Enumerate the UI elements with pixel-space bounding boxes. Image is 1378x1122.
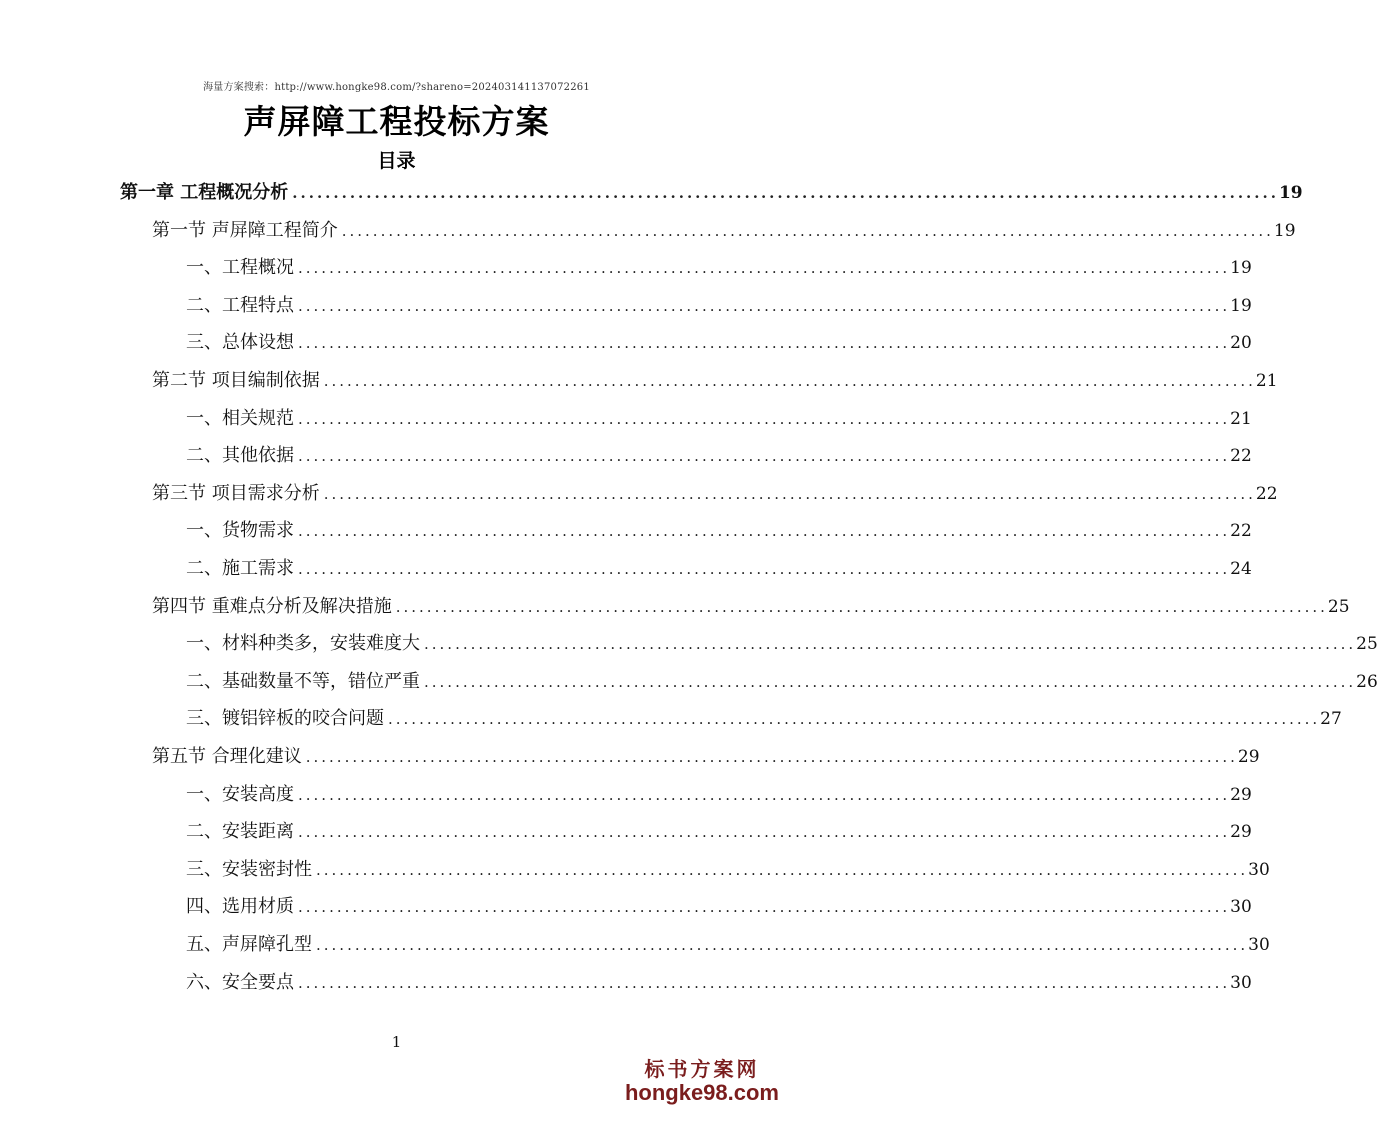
toc-entry[interactable] (186, 253, 1252, 283)
toc-leader-dots: ........................................................................................................................ (424, 672, 1357, 691)
toc-entry[interactable] (152, 216, 1296, 246)
toc-entry-page: 25 (1356, 634, 1378, 655)
toc-leader-dots: ........................................................................................................................ (298, 560, 1231, 578)
toc-entry-page: 22 (1230, 521, 1252, 542)
toc-entry-label: 二、施工需求 (186, 554, 298, 584)
toc-entry-label: 三、安装密封性 (186, 855, 316, 885)
toc-leader-dots: ........................................................................................................................ (388, 710, 1321, 729)
toc-entry[interactable] (186, 291, 1252, 321)
toc-leader-dots: ........................................................................................................................ (298, 973, 1231, 992)
toc-leader-dots: ........................................................................................................................ (298, 334, 1231, 353)
toc-entry[interactable] (186, 892, 1252, 922)
toc-entry-label: 一、工程概况 (186, 253, 298, 283)
toc-entry-label: 三、镀铝锌板的咬合问题 (186, 704, 388, 734)
toc-leader-dots: ........................................................................................................................ (395, 597, 1328, 616)
toc-entry[interactable] (186, 516, 1252, 546)
toc-entry-page: 29 (1230, 822, 1252, 843)
toc-leader-dots: ........................................................................................................................ (298, 259, 1231, 278)
toc-entry-label: 一、材料种类多，安装难度大 (186, 629, 424, 659)
toc-entry-page: 22 (1255, 483, 1278, 504)
toc-entry[interactable] (186, 817, 1252, 847)
toc-leader-dots: ........................................................................................................................ (341, 221, 1274, 240)
toc-leader-dots: ........................................................................................................................ (298, 823, 1231, 842)
toc-entry-label: 六、安全要点 (186, 968, 298, 998)
toc-leader-dots: ........................................................................................................................ (323, 372, 1256, 390)
header-search-url: 海量方案搜索：http://www.hongke98.com/?shareno=2024031411370722​61 (203, 82, 590, 93)
toc-entry-label: 第二节 项目编制依据 (152, 366, 324, 396)
toc-entry-label: 一、相关规范 (186, 404, 298, 434)
toc-entry-page: 19 (1230, 258, 1252, 279)
toc-entry-page: 30 (1248, 859, 1270, 880)
toc-leader-dots: ........................................................................................................................ (323, 484, 1256, 503)
watermark-en: hongke98.com (624, 1080, 779, 1105)
toc-entry-page: 30 (1230, 972, 1252, 993)
toc-entry-page: 19 (1273, 220, 1296, 241)
toc-entry-label: 第五节 合理化建议 (152, 742, 306, 772)
toc-entry-label: 第三节 项目需求分析 (152, 479, 324, 509)
site-watermark (625, 1053, 779, 1106)
toc-entry-page: 27 (1320, 709, 1342, 730)
toc-entry[interactable] (186, 554, 1252, 584)
toc-entry[interactable] (152, 742, 1260, 772)
toc-entry-page: 25 (1327, 596, 1350, 617)
toc-entry-page: 19 (1230, 295, 1252, 316)
toc-leader-dots: ........................................................................................................................ (424, 635, 1357, 654)
toc-leader-dots: ........................................................................................................................ (298, 898, 1231, 917)
toc-entry[interactable] (186, 629, 1378, 659)
toc-entry-label: 四、选用材质 (186, 892, 298, 922)
toc-leader-dots: ........................................................................................................................ (305, 748, 1238, 766)
toc-entry-page: 21 (1230, 408, 1252, 429)
toc-entry-page: 24 (1230, 559, 1252, 579)
toc-entry-page: 29 (1230, 784, 1252, 805)
toc-entry-label: 第一章 工程概况分析 (120, 178, 292, 208)
toc-entry-label: 第一节 声屏障工程简介 (152, 216, 342, 246)
toc-entry[interactable] (152, 366, 1278, 396)
page-number: 1 (391, 1033, 402, 1051)
toc-entry[interactable] (152, 592, 1350, 622)
toc-leader-dots: ........................................................................................................................ (298, 522, 1231, 541)
toc-entry-page: 20 (1230, 333, 1252, 354)
toc-entry-page: 19 (1278, 183, 1303, 203)
toc-entry[interactable] (186, 855, 1270, 885)
toc-entry-page: 21 (1255, 371, 1278, 391)
toc-entry[interactable] (186, 780, 1252, 810)
toc-entry-label: 二、其他依据 (186, 441, 298, 471)
toc-entry-label: 五、声屏障孔型 (186, 930, 316, 960)
toc-leader-dots: ........................................................................................................................ (316, 936, 1249, 954)
toc-leader-dots: ........................................................................................................................ (298, 409, 1231, 428)
toc-entry-label: 二、安装距离 (186, 817, 298, 847)
toc-entry[interactable] (186, 328, 1252, 358)
toc-leader-dots: ........................................................................................................................ (298, 785, 1231, 804)
toc-entry-label: 一、货物需求 (186, 516, 298, 546)
watermark-cn: 标书方案网 (644, 1059, 760, 1081)
toc-heading: 目录 (377, 150, 416, 172)
toc-entry-label: 二、工程特点 (186, 291, 298, 321)
toc-entry[interactable] (186, 667, 1378, 697)
toc-entry-page: 30 (1248, 935, 1270, 955)
toc-entry[interactable] (186, 930, 1270, 960)
toc-leader-dots: ........................................................................................................................ (292, 184, 1279, 202)
toc-entry[interactable] (152, 479, 1278, 509)
toc-entry-label: 一、安装高度 (186, 780, 298, 810)
toc-entry-page: 29 (1237, 747, 1260, 767)
toc-entry-label: 三、总体设想 (186, 328, 298, 358)
toc-entry-label: 二、基础数量不等，错位严重 (186, 667, 424, 697)
toc-entry[interactable] (186, 704, 1342, 734)
toc-entry-page: 22 (1230, 446, 1252, 467)
toc-leader-dots: ........................................................................................................................ (298, 447, 1231, 466)
toc-entry[interactable] (186, 441, 1252, 471)
toc-entry-page: 26 (1356, 671, 1378, 692)
toc-leader-dots: ........................................................................................................................ (298, 296, 1231, 315)
toc-entry[interactable] (120, 178, 1303, 208)
toc-entry[interactable] (186, 968, 1252, 998)
toc-entry-page: 30 (1230, 897, 1252, 918)
toc-entry-label: 第四节 重难点分析及解决措施 (152, 592, 396, 622)
toc-entry[interactable] (186, 404, 1252, 434)
document-title: 声屏障工程投标方案 (243, 102, 550, 141)
toc-leader-dots: ........................................................................................................................ (316, 860, 1249, 879)
